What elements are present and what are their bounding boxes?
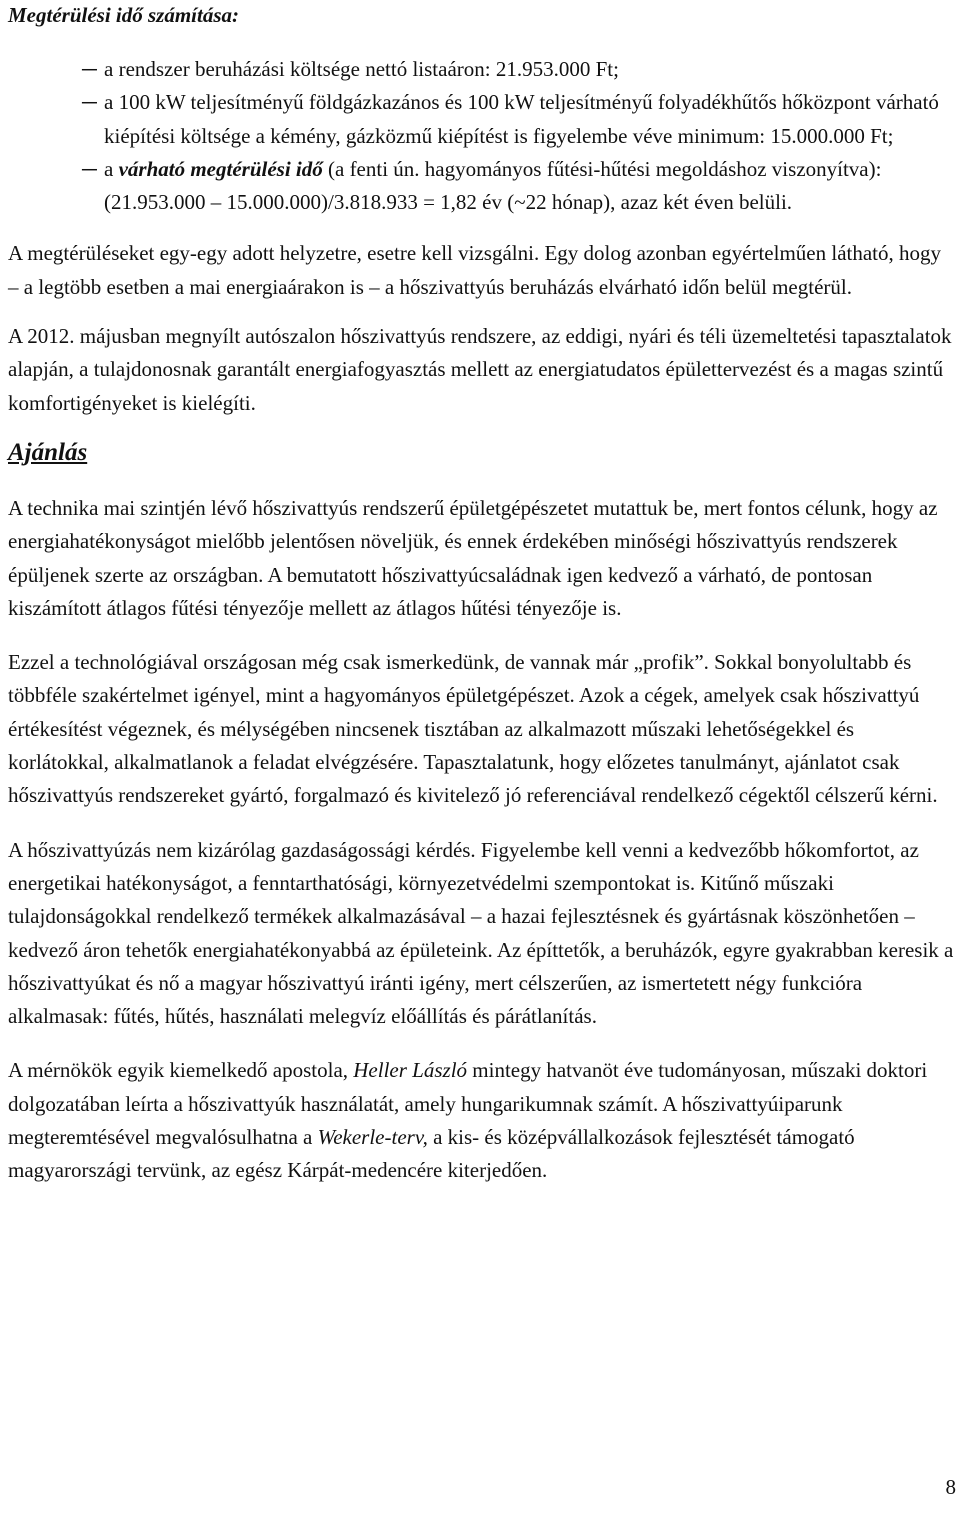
person-name: Heller László — [353, 1058, 468, 1083]
heading-payback-calculation: Megtérülési idő számítása: — [8, 3, 240, 27]
bullet-emphasis: várható megtérülési idő — [118, 156, 323, 181]
bullet-payback-time — [82, 153, 956, 220]
payback-bullet-list — [8, 53, 956, 219]
paragraph-heller — [8, 1054, 956, 1187]
dash-bullet-icon: ─ — [82, 57, 97, 81]
bullet-text: a 100 kW teljesítményű földgázkazános és 100 kW teljesítményű folyadékhűtős hőközpont várható kiépítési költsége a kémény, gázközmű kiépítést is figyelembe véve minimum: 15.000.000 Ft; — [104, 90, 939, 148]
paragraph-car-showroom: A 2012. májusban megnyílt autószalon hőszivattyús rendszere, az eddigi, nyári és téli üzemeltetési tapasztalatok alapján, a tulajdonosnak garantált energiafogyasztás mellett az energiatudatos épülettervezést és a magas szintű komfortigényeket is kielégíti. — [8, 324, 952, 415]
bullet-text: a rendszer beruházási költsége nettó listaáron: 21.953.000 Ft; — [104, 57, 619, 81]
paragraph-heller-part3: a kis- és középvállalkozások fejlesztését támogató magyarországi tervünk, az egész Kárpát-medencére kiterjedően. — [8, 1125, 855, 1183]
paragraph-experts: Ezzel a technológiával országosan még csak ismerkedünk, de vannak már „profik”. Sokkal bonyolultabb és többféle szakértelmet igényel, mint a hagyományos épületgépészet. Azok a cégek, amelyek csak hőszivattyú értékesítést végeznek, és mélységében nincsenek tisztában az alkalmazott műszaki lehetőségekkel és korlátokkal, alkalmatlanok a feladat elvégzésére. Tapasztalatunk, hogy előzetes tanulmányt, ajánlatot csak hőszivattyús rendszereket gyártó, forgalmazó és kivitelező jó referenciával rendelkező cégektől célszerű kérni. — [8, 650, 938, 808]
bullet-investment-cost — [82, 53, 956, 86]
paragraph-heller-part2: mintegy hatvanöt éve tudományosan, műszaki doktori dolgozatában leírta a hőszivattyúk használatát, amely hungarikumnak számít. A hőszivattyúiparunk megteremtésével megvalósulhatna a — [8, 1058, 928, 1150]
bullet-text-prefix: a — [104, 156, 119, 181]
page-number: 8 — [945, 1475, 956, 1499]
bullet-text-suffix: (a fenti ún. hagyományos fűtési-hűtési megoldáshoz viszonyítva): (21.953.000 – 15.000.000)/3.818.933 = 1,82 év (~22 hónap), azaz két éven belüli. — [104, 156, 882, 215]
paragraph-heat-pumping: A hőszivattyúzás nem kizárólag gazdaságossági kérdés. Figyelembe kell venni a kedvezőbb hőkomfortot, az energetikai hatékonyságot, a fenntarthatósági, környezetvédelmi szempontokat is. Kitűnő műszaki tulajdonságokkal rendelkező termékek alkalmazásával – a hazai fejlesztésnek és gyártásnak köszönhetően – kedvező áron tehetők energiahatékonyabbá az épületeink. Az építtetők, a beruházók, egyre gyakrabban keresik a hőszivattyúkat és nő a magyar hőszivattyú iránti igény, mert célszerűen, az ismertetett négy funkcióra alkalmasak: fűtés, hűtés, használati melegvíz előállítás és párátlanítás. — [8, 837, 954, 1029]
plan-name: Wekerle-terv, — [317, 1125, 428, 1150]
paragraph-payback-evaluation: A megtérüléseket egy-egy adott helyzetre, esetre kell vizsgálni. Egy dolog azonban egyértelműen látható, hogy – a legtöbb esetben a mai energiaárakon is – a hőszivattyús beruházás elvárható időn belül megtérül. — [8, 241, 942, 299]
paragraph-technology: A technika mai szintjén lévő hőszivattyús rendszerű épületgépészetet mutattuk be, mert fontos célunk, hogy az energiahatékonyságot mielőbb jelentősen növeljük, és ennek érdekében minőségi hőszivattyús rendszerek épüljenek szerte az országban. A bemutatott hőszivattyúcsaládnak igen kedvező a várható, de pontosan kiszámított átlagos fűtési tényezője mellett az átlagos hűtési tényezője is. — [8, 495, 938, 620]
dash-bullet-icon: ─ — [82, 90, 97, 115]
document-page — [8, 0, 956, 1188]
dash-bullet-icon: ─ — [82, 156, 97, 181]
paragraph-heller-part1: A mérnökök egyik kiemelkedő apostola, — [8, 1058, 354, 1083]
bullet-conventional-cost — [82, 86, 956, 153]
heading-recommendation: Ajánlás — [8, 438, 88, 466]
